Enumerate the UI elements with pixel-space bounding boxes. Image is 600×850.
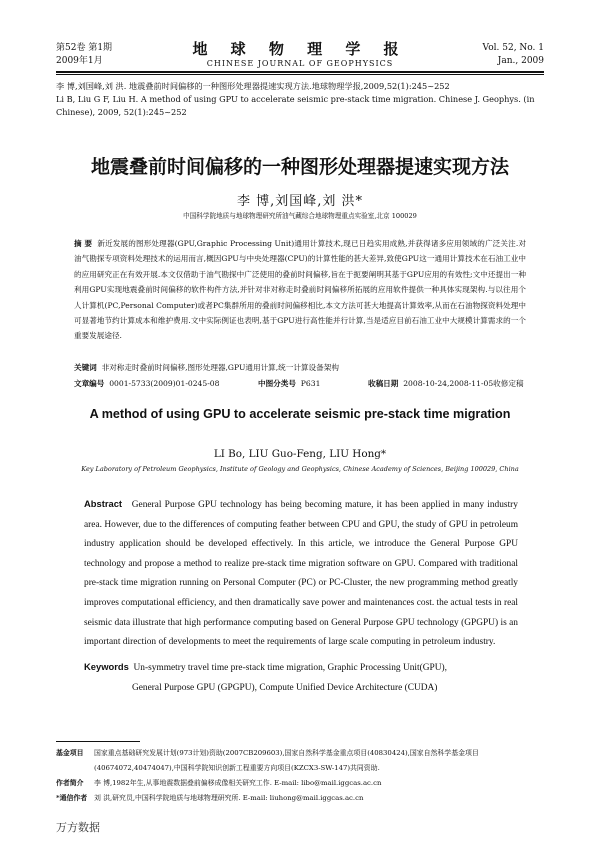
paper-title-cn: 地震叠前时间偏移的一种图形处理器提速实现方法 <box>90 156 509 178</box>
footnote-funding-label: 基金项目 <box>56 749 84 757</box>
authors-en: LI Bo, LIU Guo-Feng, LIU Hong* <box>213 448 387 460</box>
affiliation-en: Key Laboratory of Petroleum Geophysics, Institute of Geology and Geophysics, Chinese Academy of Sciences, Beijing 100029, China <box>81 465 519 473</box>
abstract-cn-text: 新近发展的图形处理器(GPU,Graphic Processing Unit)通用计算技术,现已日趋实用成熟,并获得诸多应用领域的广泛关注.对油气勘探专项资料处理技术的运用而言,概因GPU与中央处理器(CPU)的计算性能的甚大差异,致使GPU这一通用计算技术在石油工业中的应用研究正在有效开展.本文仅借助于油气勘探中广泛使用的叠前时间偏移,旨在于扼要阐明其基于GPU应用的有效性;文中还提出一种利用GPU实现地震叠前时间偏移的软件构件方法,并针对非对称走时叠前时间偏移所拓展的应用软件提供一种具体实现架构.与以往用个人计算机(PC,Personal Computer)或者PC集群所用的叠前时间偏移相比,本文方法可甚大地提高计算效率,从而在石油物探资料处理中可显著地节约计算成本和维护费用.文中实际例证也表明,基于GPU进行高性能并行计算,当是适应目前石油工业中大规模计算需求的一个重要发展途径. <box>74 239 527 341</box>
keywords-en-label: Keywords <box>84 661 129 672</box>
affiliation-cn: 中国科学院地质与地球物理研究所油气藏综合地球物理重点实验室,北京 100029 <box>183 212 417 220</box>
header-rule-thin <box>56 74 544 75</box>
abstract-cn <box>74 236 526 344</box>
footnote-corresponding <box>56 791 544 806</box>
keywords-en-line2: General Purpose GPU (GPGPU), Compute Unified Device Architecture (CUDA) <box>132 682 438 693</box>
date-en: Jan., 2009 <box>497 56 544 66</box>
keywords-cn <box>74 361 526 374</box>
journal-title-en: CHINESE JOURNAL OF GEOPHYSICS <box>206 59 394 68</box>
keywords-cn-text: 非对称走时叠前时间偏移,图形处理器,GPU通用计算,统一计算设备架构 <box>101 363 339 372</box>
class-number-value: P631 <box>300 379 321 388</box>
footnote-corresponding-text: 刘 洪,研究员,中国科学院地质与地球物理研究所. E-mail: liuhong@mail.iggcas.ac.cn <box>94 794 364 802</box>
keywords-cn-label: 关键词 <box>74 363 97 372</box>
abstract-en-text: General Purpose GPU technology has being becoming mature, it has been applied in many industry area. However, due to the differences of computing feather between CPU and GPU, the study of GPU in petroleum industry application should be developed effectively. In this article, we introduce the General Purpose GPU technology and propose a method to realize pre-stack time migration software on GPU. Compared with traditional pre-stack time migration running on Personal Computer (PC) or PC-Cluster, the new programming method greatly improves computational efficiency, and then dramatically save power and maintenances cost. the actual tests in real seismic data illustrate that high performance computing based on General Purpose GPU technology (GPGPU) is an important direction of developments to meet the requirements of large scale computing in petroleum industry. <box>84 500 518 648</box>
citation-block <box>56 80 546 119</box>
footnote-funding <box>56 746 544 776</box>
keywords-en <box>84 657 524 698</box>
abstract-en-label: Abstract <box>84 498 123 509</box>
paper-title-en: A method of using GPU to accelerate seismic pre-stack time migration <box>89 407 511 421</box>
received-date-label: 收稿日期 <box>368 379 399 388</box>
keywords-en-line1: Un-symmetry travel time pre-stack time migration, Graphic Processing Unit(GPU), <box>133 663 447 673</box>
footnote-rule <box>56 741 140 742</box>
header-rule <box>56 71 544 73</box>
citation-line-cn: 李 博,刘国峰,刘 洪. 地震叠前时间偏移的一种图形处理器提速实现方法.地球物理学报,2009,52(1):245~252 <box>56 81 450 91</box>
citation-line-en-cont: Chinese), 2009, 52(1):245~252 <box>56 107 187 117</box>
watermark-text: 万方数据 <box>56 821 100 834</box>
footnote-author-bio <box>56 776 544 791</box>
authors-cn: 李 博,刘国峰,刘 洪* <box>236 194 364 209</box>
footnote-corresponding-label: *通信作者 <box>56 794 88 802</box>
abstract-cn-label: 摘 要 <box>74 239 93 248</box>
footnote-author-bio-text: 李 博,1982年生,从事地震数据叠前偏移成像相关研究工作. E-mail: libo@mail.iggcas.ac.cn <box>94 779 382 787</box>
doc-number-value: 0001-5733(2009)01-0245-08 <box>109 379 220 388</box>
journal-title-cn: 地 球 物 理 学 报 <box>192 40 408 58</box>
received-date-value: 2008-10-24,2008-11-05收修定稿 <box>403 379 524 388</box>
footnotes <box>56 746 544 806</box>
abstract-en <box>84 494 518 653</box>
citation-line-en: Li B, Liu G F, Liu H. A method of using GPU to accelerate seismic pre-stack time migration. Chinese J. Geophys. (in <box>56 94 535 104</box>
header-volume-issue-en <box>483 42 544 68</box>
date-cn: 2009年1月 <box>56 56 103 66</box>
class-number-label: 中图分类号 <box>258 379 296 388</box>
volume-issue-en: Vol. 52, No. 1 <box>482 43 544 53</box>
doc-number-label: 文章编号 <box>74 379 105 388</box>
footnote-funding-text: 国家重点基础研究发展计划(973计划)资助(2007CB209603),国家自然科学基金重点项目(40830424),国家自然科学基金项目(40674072,40474047),中国科学院知识创新工程重要方向项目(KZCX3-SW-147)共同资助. <box>94 749 479 772</box>
volume-issue-cn: 第52卷 第1期 <box>56 43 113 53</box>
footnote-author-bio-label: 作者简介 <box>56 779 84 787</box>
